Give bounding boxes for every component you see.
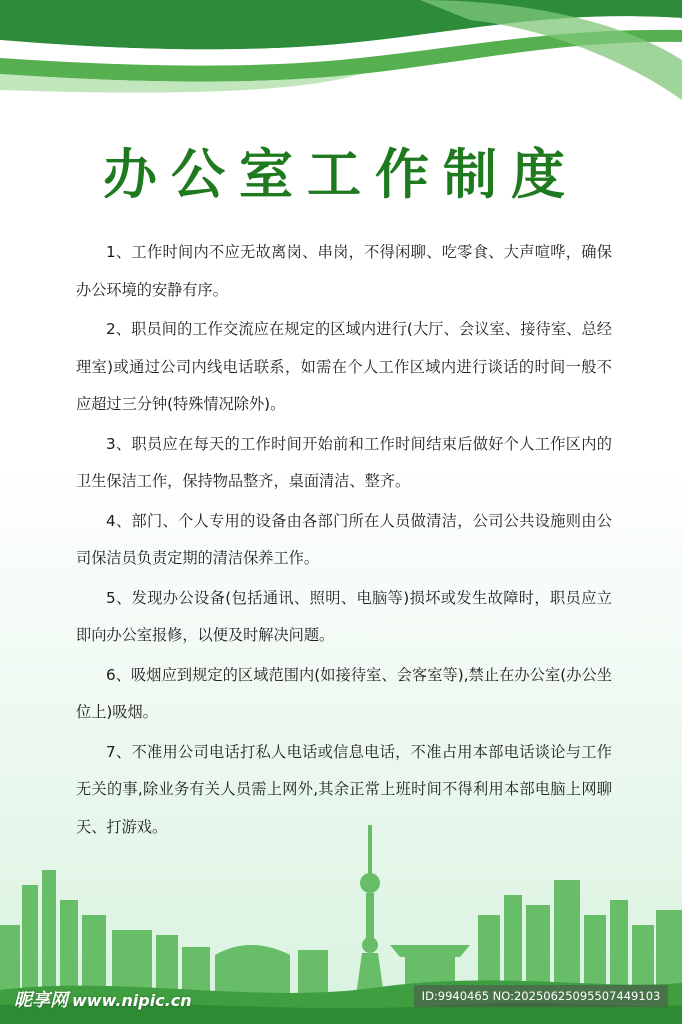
watermark-logo <box>14 986 192 1012</box>
rule-item: 4、部门、个人专用的设备由各部门所在人员做清洁，公司公共设施则由公司保洁员负责定期的清洁保养工作。 <box>76 511 612 567</box>
rule-item: 7、不准用公司电话打私人电话或信息电话，不准占用本部电话谈论与工作无关的事,除业务有关人员需上网外,其余正常上班时间不得利用本部电脑上网聊天、打游戏。 <box>76 742 612 836</box>
rule-item: 3、职员应在每天的工作时间开始前和工作时间结束后做好个人工作区内的卫生保洁工作，保持物品整齐，桌面清洁、整齐。 <box>76 434 612 490</box>
watermark-id: ID:9940465 NO:20250625095507449103 <box>414 985 668 1007</box>
rule-item: 6、吸烟应到规定的区域范围内(如接待室、会客室等),禁止在办公室(办公坐位上)吸烟。 <box>76 665 612 721</box>
rule-item: 1、工作时间内不应无故离岗、串岗，不得闲聊、吃零食、大声喧哗，确保办公环境的安静有序。 <box>76 243 612 299</box>
watermark-logo-text: 昵享网 <box>14 990 68 1011</box>
top-wave-decoration <box>0 0 682 110</box>
watermark-url: www.nipic.cn <box>72 991 192 1010</box>
rule-item: 2、职员间的工作交流应在规定的区域内进行(大厅、会议室、接待室、总经理室)或通过公司内线电话联系，如需在个人工作区域内进行谈话的时间一般不应超过三分钟(特殊情况除外)。 <box>76 320 612 413</box>
rule-item: 5、发现办公设备(包括通讯、照明、电脑等)损坏或发生故障时，职员应立即向办公室报修，以便及时解决问题。 <box>76 588 612 644</box>
page-title: 办公室工作制度 <box>103 143 579 206</box>
rules-list <box>76 234 612 848</box>
